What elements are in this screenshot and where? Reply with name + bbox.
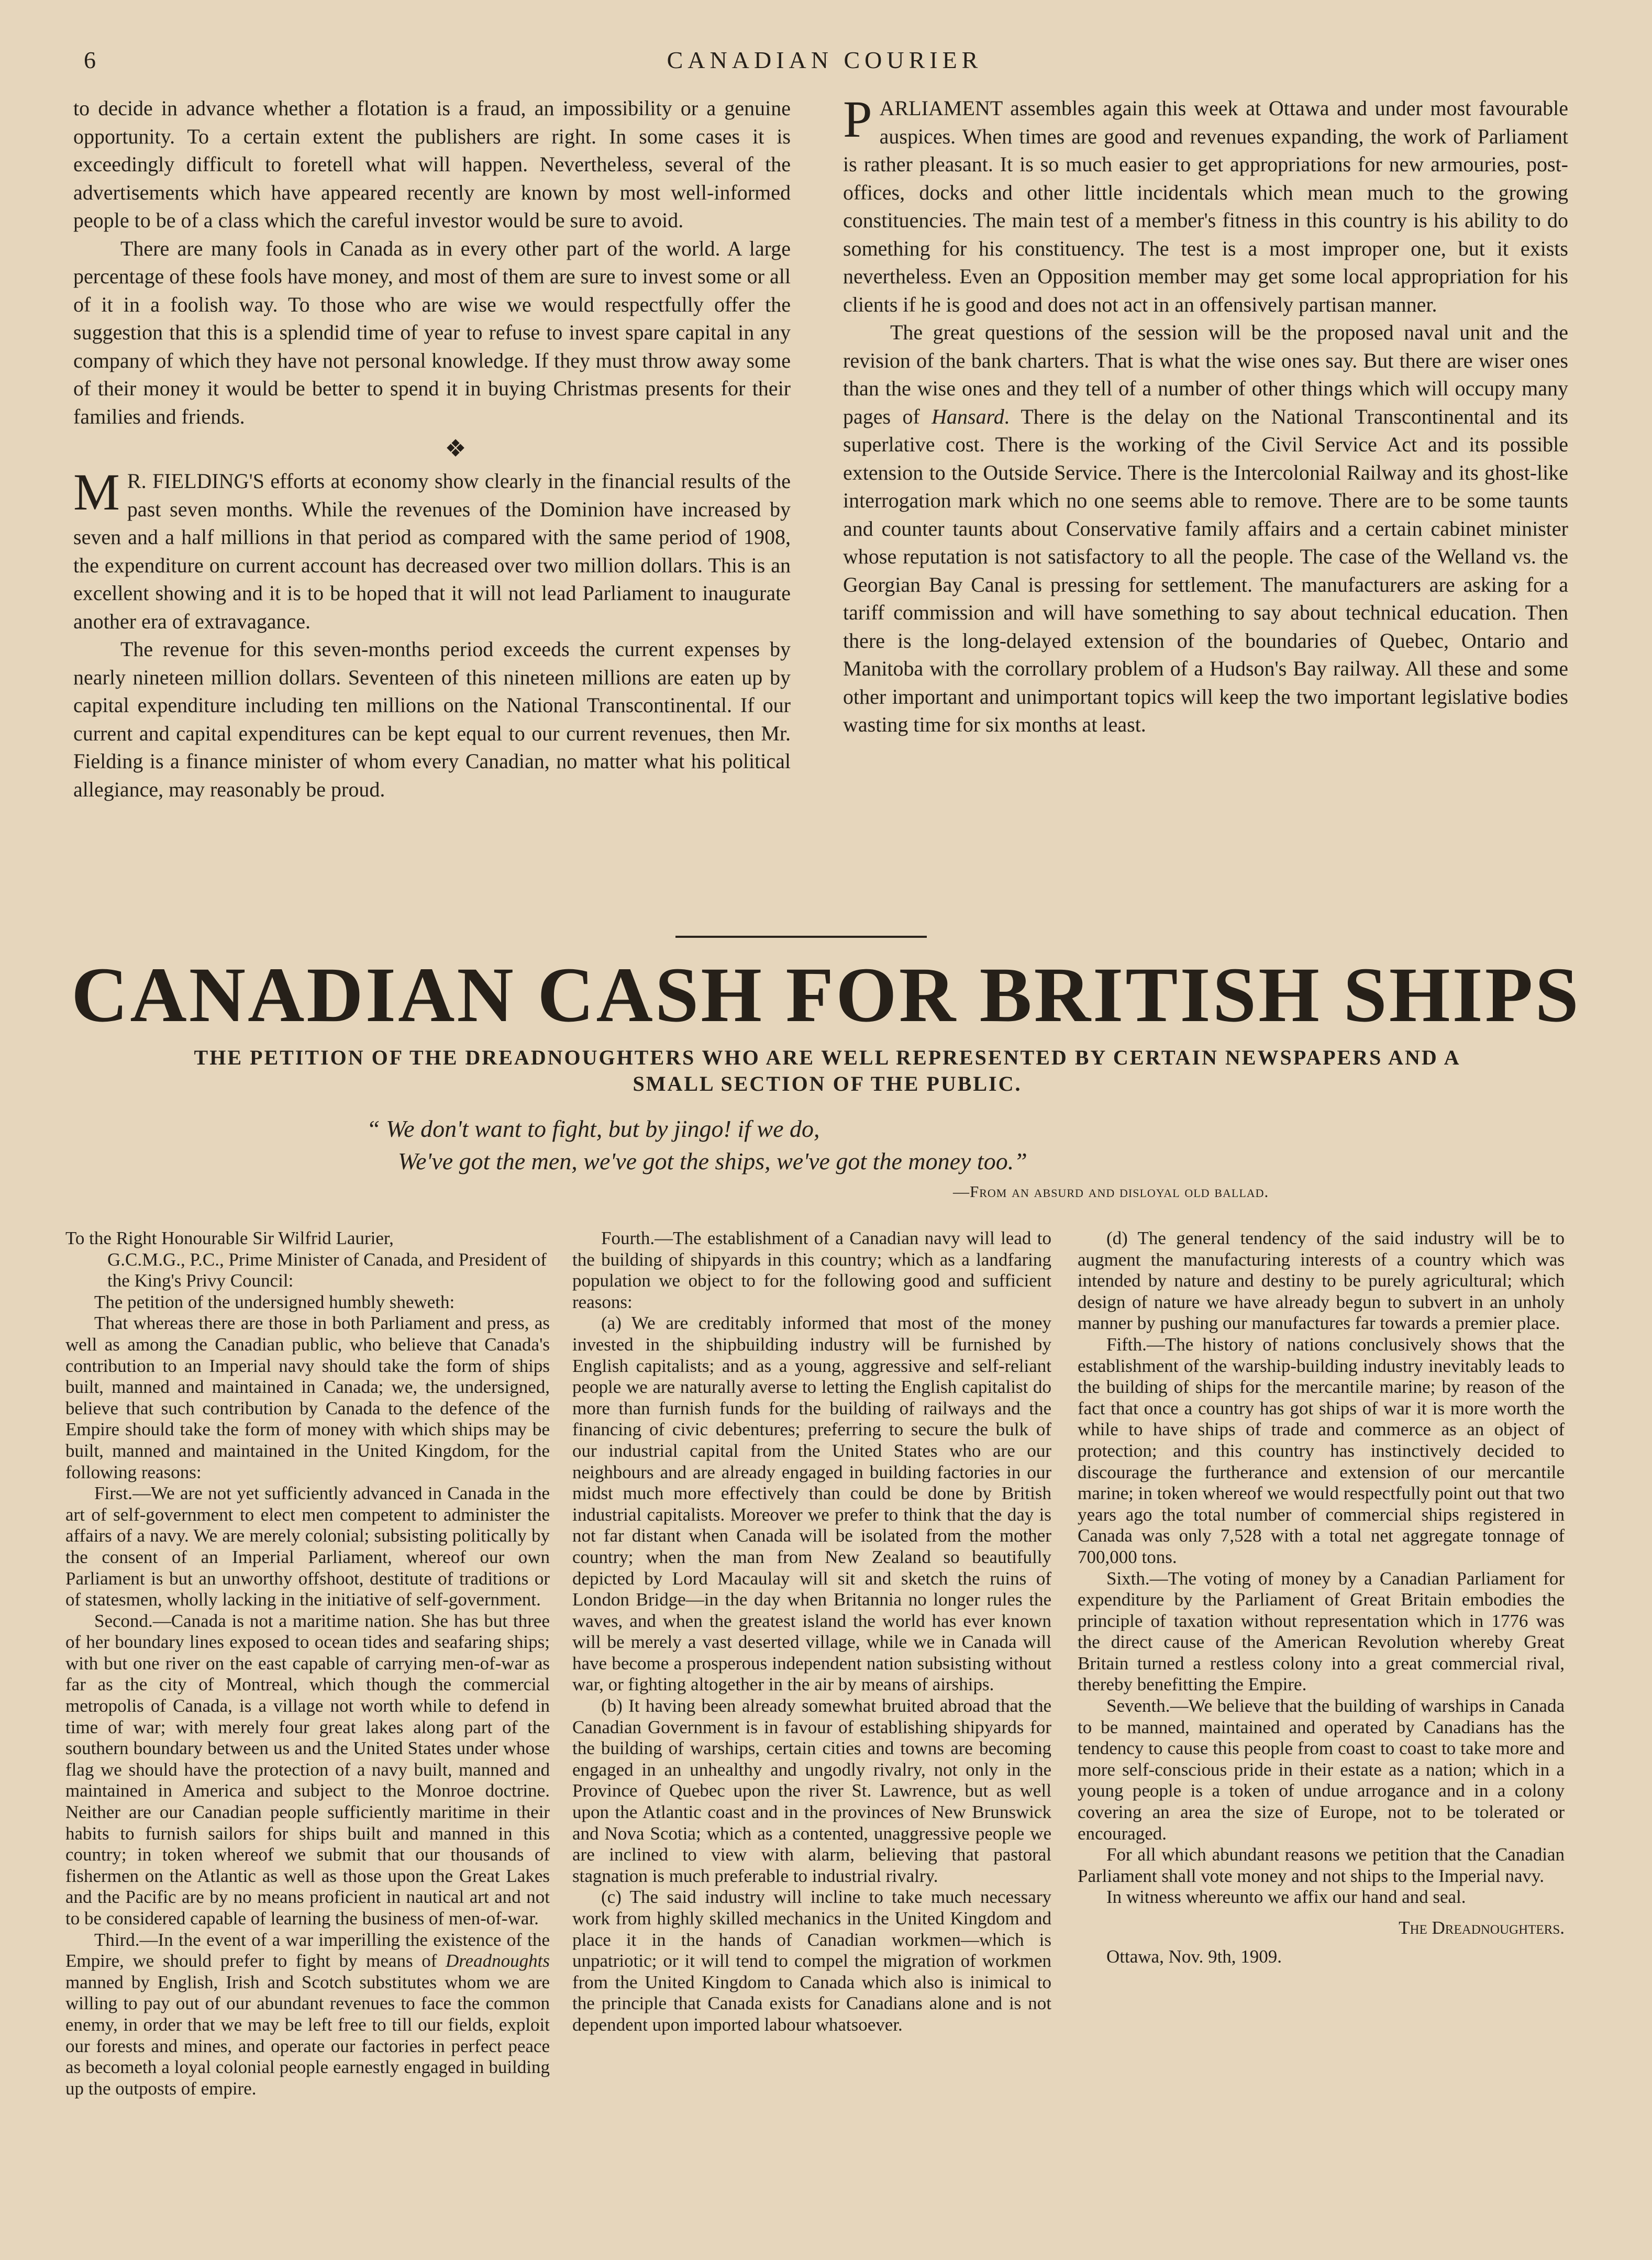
paragraph: to decide in advance whether a flotation is a fraud, an impossibility or a genuine opportunity. To a certain extent the publishers are right. In some cases it is exceedingly difficult to foretell what will happen. Nevertheless, several of the advertisements which have appeared recently are known by most well-informed people to be of a class which the careful investor would be sure to avoid. xyxy=(73,96,791,232)
italic-term: Dreadnoughts xyxy=(446,1951,550,1971)
divider-rule xyxy=(675,936,927,938)
paragraph: (a) We are creditably informed that most of the money invested in the shipbuilding industry will be furnished by English capitalists; and as a young, aggressive and self-reliant people we are naturally averse to letting the English capitalist do more than furnish funds for the building of railways and the financing of civic debentures; preferring to secure the bulk of our industrial capital from the United States who are our neighbours and are already engaged in building factories in our midst much more effectively than could be done by British industrial capitalists. Moreover we prefer to think that the day is not far distant when Canada will be isolated from the mother country; when the man from New Zealand so beautifully depicted by Lord Macaulay will sit and sketch the ruins of London Bridge—in the day when Britannia no longer rules the waves, and when the greatest island the world has ever known will be merely a vast deserted village, while we in Canada will have become a prosperous independent nation subsisting without war, or fighting altogether in the air by means of airships. xyxy=(572,1313,1051,1695)
petition-column-2 xyxy=(572,1228,1051,2036)
paragraph: M R. FIELDING'S efforts at economy show clearly in the financial results of the past seven months. While the revenues of the Dominion have increased by seven and a half millions in that period as compared with the same period of 1908, the expenditure on current account has decreased over two million dollars. This is an excellent showing and it is to be hoped that it will not lead Parliament to inaugurate another era of extravagance. xyxy=(73,463,791,633)
petition-address: To the Right Honourable Sir Wilfrid Laurier, G.C.M.G., P.C., Prime Minister of Canada, and President of the King's Privy Council: xyxy=(65,1228,547,1291)
paragraph: Sixth.—The voting of money by a Canadian Parliament for expenditure by the Parliament of Great Britain embodies the principle of taxation without representation which in 1776 was the direct cause of the American Revolution whereby Great Britain turned a restless colony into a great commercial rival, thereby benefitting the Empire. xyxy=(1078,1568,1565,1695)
editorial-column-left xyxy=(73,94,791,803)
article-headline: CANADIAN CASH FOR BRITISH SHIPS xyxy=(71,951,1581,1038)
paragraph: First.—We are not yet sufficiently advanced in Canada in the art of self-government to elect men competent to administer the affairs of a navy. We are merely colonial; subsisting politically by the consent of an Imperial Parliament, whereof our own Parliament is but an unworthy offshoot, destitute of traditions or of statesmen, wholly lacking in the initiative of self-government. xyxy=(65,1483,550,1610)
petition-dateline: Ottawa, Nov. 9th, 1909. xyxy=(1106,1946,1282,1967)
paragraph: In witness whereunto we affix our hand and seal. xyxy=(1106,1887,1466,1908)
paragraph: Seventh.—We believe that the building of warships in Canada to be manned, maintained and operated by Canadians has the tendency to cause this people from coast to coast to take more and more self-conscious pride in their estate as a nation; which in a young people is a token of undue arrogance and in a colony covering an area the size of Europe, not to be tolerated or encouraged. xyxy=(1078,1696,1565,1844)
paragraph: PARLIAMENT assembles again this week at Ottawa and under most favourable auspices. When times are good and revenues expanding, the work of Parliament is rather pleasant. It is so much easier to get appropriations for new armouries, post-offices, docks and other little incidentals which mean much to the growing constituencies. The main test of a member's fitness in this country is his ability to do something for his constituency. The test is a most improper one, but it exists nevertheless. Even an Opposition member may get some local appropriation for his clients if he is good and does not act in an offensively partisan manner. xyxy=(843,90,1568,316)
page-number: 6 xyxy=(84,47,96,73)
petition-signature: The Dreadnoughters. xyxy=(1399,1918,1565,1938)
paragraph: The revenue for this seven-months period exceeds the current expenses by nearly nineteen million dollars. Seventeen of this nineteen millions are eaten up by capital expenditure including ten millions on the National Transcontinental. If our current and capital expenditures can be kept equal to our current revenues, then Mr. Fielding is a finance minister of whom every Canadian, no matter what his political allegiance, may reasonably be proud. xyxy=(73,637,791,801)
page-header xyxy=(73,46,1576,77)
paragraph: Fifth.—The history of nations conclusively shows that the establishment of the warship-building industry inevitably leads to the building of ships for the mercantile marine; by reason of the fact that once a country has got ships of war it is more worth the while to have ships of trade and commerce as an object of protection; and this country has instinctively decided to discourage the furtherance and extension of our mercantile marine; in token whereof we would respectfully point out that two years ago the total number of commercial ships registered in Canada was only 7,528 with a total net aggregate tonnage of 700,000 tons. xyxy=(1078,1334,1565,1567)
paragraph: (c) The said industry will incline to take much necessary work from highly skilled mechanics in the United Kingdom and place it in the hands of Canadian workmen—which is unpatriotic; or it will tend to compel the migration of workmen from the United Kingdom to Canada which also is inimical to the principle that Canada exists for Canadians alone and is not dependent upon imported labour whatsoever. xyxy=(572,1887,1051,2035)
drop-cap: P xyxy=(843,90,872,148)
paragraph: Second.—Canada is not a maritime nation. She has but three of her boundary lines exposed to ocean tides and seafaring ships; with but one river on the east capable of carrying men-of-war as far as the city of Montreal, which though the commercial metropolis of Canada, is a village not worth while to defend in time of war; with merely four great lakes along part of the southern boundary between us and the United States under whose flag we should have the protection of a navy built, manned and maintained in America and subject to the Monroe doctrine. Neither are our Canadian people sufficiently maritime in their habits to furnish sailors for ships built and manned in this country; in token whereof we submit that our thousands of fishermen on the Atlantic as well as those upon the Great Lakes and the Pacific are by no means proficient in nautical art and not to be considered capable of learning the business of men-of-war. xyxy=(65,1610,550,1929)
article-subheadline: THE PETITION OF THE DREADNOUGHTERS WHO ARE WELL REPRESENTED BY CERTAIN NEWSPAPERS AND A SMALL SECTION OF THE PUBLIC. xyxy=(194,1046,1461,1095)
paragraph: (d) The general tendency of the said industry will be to augment the manufacturing interests of a country which was intended by nature and destiny to be purely agricultural; which design of nature we have already begun to subvert in an unholy manner by pushing our manufactures far towards a premier place. xyxy=(1078,1228,1565,1334)
drop-cap: M xyxy=(73,463,120,521)
editorial-column-right xyxy=(843,90,1568,739)
paragraph: There are many fools in Canada as in every other part of the world. A large percentage of these fools have money, and most of them are sure to invest some or all of it in a foolish way. To those who are wise we would respectfully offer the suggestion that this is a splendid time of year to refuse to invest spare capital in any company of which they have not personal knowledge. If they must throw away some of their money it would be better to spend it in buying Christmas presents for their families and friends. xyxy=(73,236,791,428)
epigraph-quote xyxy=(367,1113,1309,1178)
paragraph: For all which abundant reasons we petition that the Canadian Parliament shall vote money and not ships to the Imperial navy. xyxy=(1078,1844,1565,1886)
paragraph: Third.—In the event of a war imperilling the existence of the Empire, we should prefer to fight by means of Dreadnoughts manned by English, Irish and Scotch substitutes whom we are willing to pay out of our abundant revenues to face the common enemy, in order that we may be left free to till our fields, exploit our forests and mines, and operate our factories in perfect peace as becometh a loyal colonial people earnestly engaged in building up the outposts of empire. xyxy=(65,1929,550,2099)
section-ornament-icon: ❖ xyxy=(445,435,467,462)
paragraph: Fourth.—The establishment of a Canadian navy will lead to the building of shipyards in this country; which as a landfaring population we object to for the following good and sufficient reasons: xyxy=(572,1228,1051,1312)
paragraph: The great questions of the session will be the proposed naval unit and the revision of the bank charters. That is what the wise ones say. But there are wiser ones than the wise ones and they tell of a number of other things which will occupy many pages of Hansard. There is the delay on the National Transcontinental and its superlative cost. There is the working of the Civil Service Act and its possible extension to the Outside Service. There is the Intercolonial Railway and its ghost-like interrogation mark which no one seems able to remove. There are to be some taunts and counter taunts about Conservative family affairs and a certain cabinet minister whose reputation is not satisfactory to all the people. The case of the Welland vs. the Georgian Bay Canal is pressing for settlement. The manufacturers are asking for a tariff commission and will have something to say about technical education. Then there is the long-delayed extension of the boundaries of Quebec, Ontario and Manitoba with the corrollary problem of a Hudson's Bay railway. All these and some other important and unimportant topics will keep the two important legislative bodies wasting time for six months at least. xyxy=(843,320,1568,736)
paragraph: The petition of the undersigned humbly sheweth: xyxy=(94,1291,455,1312)
quote-attribution: —From an absurd and disloyal old ballad. xyxy=(953,1182,1269,1201)
paragraph: (b) It having been already somewhat bruited abroad that the Canadian Government is in favour of establishing shipyards for the building of warships, certain cities and towns are becoming engaged in an unhealthy and ungodly rivalry, not only in the Province of Quebec upon the river St. Lawrence, but as well upon the Atlantic coast and in the provinces of New Brunswick and Nova Scotia; which as a contented, unaggressive people we are inclined to view with alarm, believing that pastoral stagnation is much preferable to industrial rivalry. xyxy=(572,1696,1051,1886)
quote-line: We've got the men, we've got the ships, we've got the money too.” xyxy=(398,1148,1027,1175)
petition-column-3 xyxy=(1078,1228,1565,1967)
running-title: CANADIAN COURIER xyxy=(667,47,983,73)
paragraph: That whereas there are those in both Parliament and press, as well as among the Canadian public, who believe that Canada's contribution to an Imperial navy should take the form of ships built, manned and maintained in Canada; we, the undersigned, believe that such contribution by Canada to the defence of the Empire should take the form of money with which ships may be built, manned and maintained in the United Kingdom, for the following reasons: xyxy=(65,1313,550,1482)
italic-term: Hansard xyxy=(932,404,1004,428)
quote-line: “ We don't want to fight, but by jingo! if we do, xyxy=(367,1115,820,1142)
petition-column-1 xyxy=(65,1228,550,2099)
